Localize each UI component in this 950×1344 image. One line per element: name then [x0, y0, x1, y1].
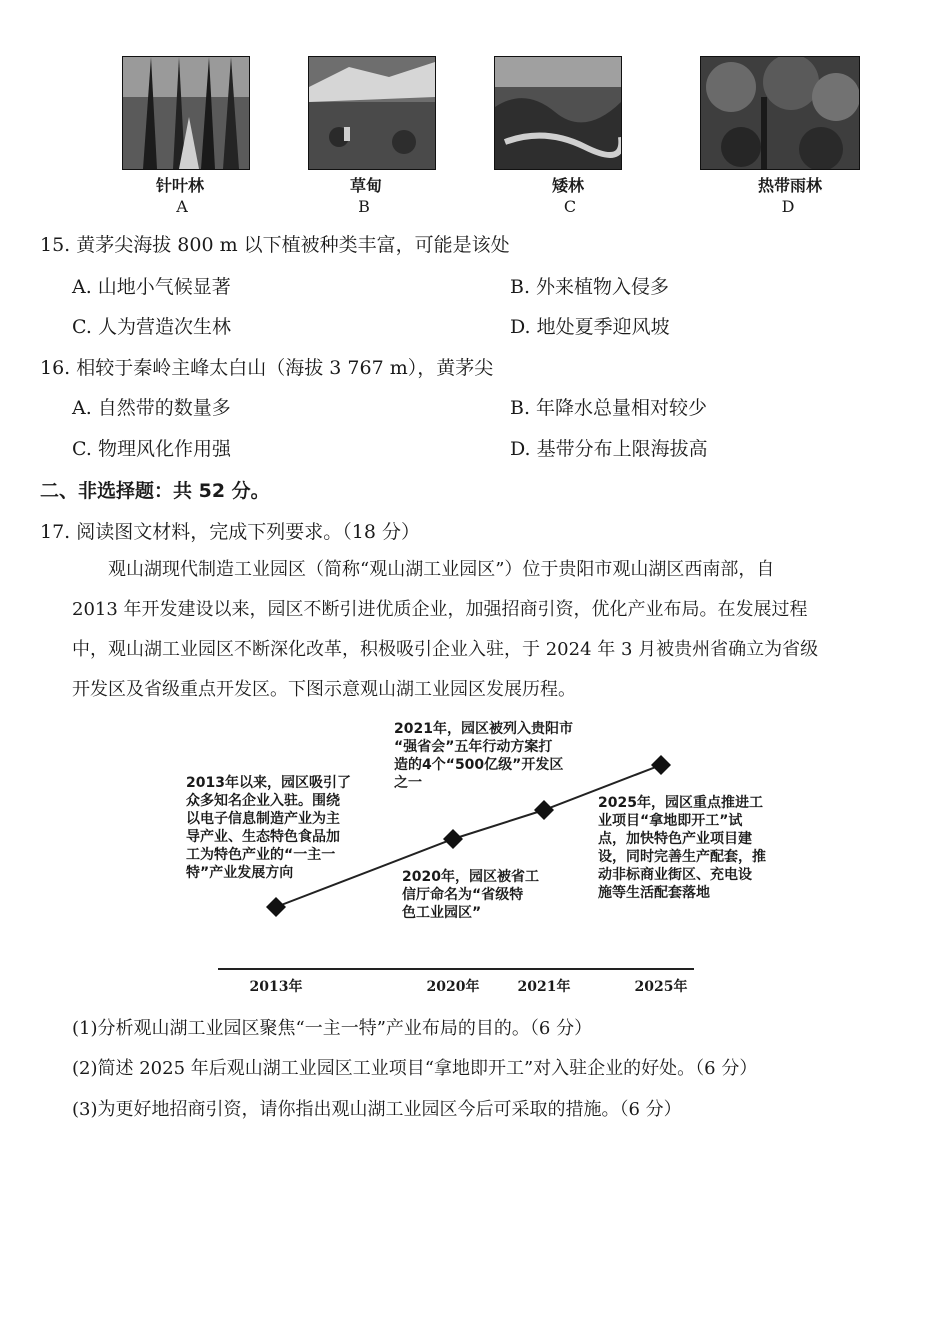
note-line: 2020年，园区被省工 — [402, 869, 539, 885]
note-line: 工为特色产业的“一主一 — [186, 847, 336, 863]
timeline-milestone-marker — [266, 897, 286, 917]
note-line: 之一 — [394, 775, 422, 791]
note-2020 — [402, 868, 572, 922]
note-line: 色工业园区” — [402, 905, 482, 921]
photo-elfin-forest — [494, 56, 622, 170]
note-line: 动非标商业街区、充电设 — [598, 867, 752, 883]
timeline-milestone-marker — [651, 755, 671, 775]
photo-letter: C — [563, 197, 577, 216]
note-line: 2025年，园区重点推进工 — [598, 795, 763, 811]
note-line: 业项目“拿地即开工”试 — [598, 813, 743, 829]
timeline-milestone-marker — [443, 829, 463, 849]
timeline-milestone-marker — [534, 800, 554, 820]
note-2021 — [394, 720, 624, 792]
photo-letter: A — [176, 197, 188, 216]
photo-letter: D — [781, 197, 795, 216]
photo-caption: 针叶林 — [155, 176, 204, 195]
section-title: 二、非选择题：共 52 分。 — [40, 480, 270, 502]
photo-caption: 矮林 — [551, 176, 584, 195]
note-line: 2013年以来，园区吸引了 — [186, 775, 351, 791]
note-line: 众多知名企业入驻。围绕 — [186, 793, 340, 809]
x-tick-label: 2013年 — [249, 979, 303, 995]
note-line: 以电子信息制造产业为主 — [186, 811, 340, 827]
x-tick-label: 2021年 — [517, 979, 571, 995]
note-line: 信厅命名为“省级特 — [402, 887, 524, 903]
question-15-option-d[interactable]: D. 地处夏季迎风坡 — [510, 316, 670, 338]
photo-coniferous-forest — [122, 56, 250, 170]
question-16-option-d[interactable]: D. 基带分布上限海拔高 — [510, 438, 708, 460]
x-tick-label: 2020年 — [426, 979, 480, 995]
question-17-sub-2: (2)简述 2025 年后观山湖工业园区工业项目“拿地即开工”对入驻企业的好处。（6 分） — [72, 1058, 758, 1079]
question-17-material — [72, 550, 908, 710]
material-line: 开发区及省级重点开发区。下图示意观山湖工业园区发展历程。 — [72, 679, 576, 700]
question-16-stem: 16. 相较于秦岭主峰太白山（海拔 3 767 m），黄茅尖 — [40, 357, 494, 379]
question-17-sub-1: (1)分析观山湖工业园区聚焦“一主一特”产业布局的目的。（6 分） — [72, 1018, 593, 1039]
note-line: 设，同时完善生产配套，推 — [598, 849, 766, 865]
question-15-option-b[interactable]: B. 外来植物入侵多 — [510, 276, 670, 298]
note-line: 施等生活配套落地 — [598, 885, 710, 901]
question-16-option-b[interactable]: B. 年降水总量相对较少 — [510, 397, 708, 419]
note-line: 造的4个“500亿级”开发区 — [394, 757, 564, 773]
photo-letter: B — [358, 197, 370, 216]
photo-caption: 热带雨林 — [757, 176, 822, 195]
material-line: 2013 年开发建设以来，园区不断引进优质企业，加强招商引资，优化产业布局。在发展过程 — [72, 599, 808, 620]
question-16-option-a[interactable]: A. 自然带的数量多 — [72, 397, 231, 419]
photo-tropical-rainforest — [700, 56, 860, 170]
question-15-option-a[interactable]: A. 山地小气候显著 — [72, 276, 231, 298]
note-line: “强省会”五年行动方案打 — [394, 739, 553, 755]
question-17-stem: 17. 阅读图文材料，完成下列要求。（18 分） — [40, 521, 420, 543]
note-line: 特”产业发展方向 — [186, 865, 294, 881]
x-tick-label: 2025年 — [634, 979, 688, 995]
question-17-sub-3: (3)为更好地招商引资，请你指出观山湖工业园区今后可采取的措施。（6 分） — [72, 1099, 682, 1120]
note-line: 点，加快特色产业项目建 — [598, 831, 752, 847]
question-16-option-c[interactable]: C. 物理风化作用强 — [72, 438, 231, 460]
note-line: 导产业、生态特色食品加 — [186, 829, 340, 845]
question-15-option-c[interactable]: C. 人为营造次生林 — [72, 316, 231, 338]
photo-meadow — [308, 56, 436, 170]
material-line: 中，观山湖工业园区不断深化改革，积极吸引企业入驻，于 2024 年 3 月被贵州省确立为省级 — [72, 639, 819, 660]
material-line: 观山湖现代制造工业园区（简称“观山湖工业园区”）位于贵阳市观山湖区西南部，自 — [108, 559, 775, 580]
question-15-stem: 15. 黄茅尖海拔 800 m 以下植被种类丰富，可能是该处 — [40, 234, 510, 256]
note-2025 — [598, 794, 798, 902]
photo-caption: 草甸 — [349, 176, 382, 195]
note-line: 2021年，园区被列入贵阳市 — [394, 721, 573, 737]
note-2013 — [186, 774, 386, 882]
development-timeline-chart — [180, 712, 800, 1002]
